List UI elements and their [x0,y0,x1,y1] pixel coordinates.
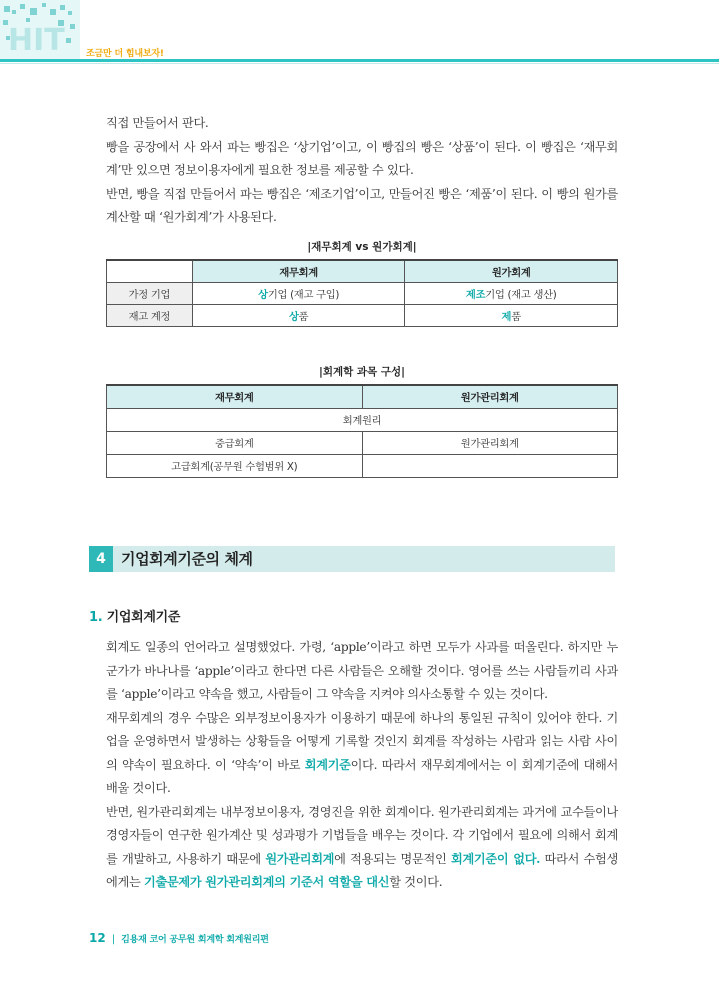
table-row [107,282,618,304]
table2-col-header: 원가관리회계 [362,385,618,408]
table1-row-label: 가정 기업 [107,282,193,304]
section-number: 4 [89,546,113,572]
highlight-text: 제 [501,310,512,323]
header-tagline: 조금만 더 힘내보자! [86,49,164,59]
highlight-text: 상 [258,288,268,301]
text-run: 에 적용되는 명문적인 [334,851,451,866]
intro-paragraph-2: 빵을 공장에서 사 와서 파는 빵집은 ‘상기업’이고, 이 빵집의 빵은 ‘상품’이 된다. 이 빵집은 ‘재무회계’만 있으면 정보이용자에게 필요한 정보를 제공할 수 있다. [106,139,618,177]
highlight-text: 원가관리회계 [265,851,335,866]
subsection-number: 1. [89,610,103,625]
intro-text [106,112,618,230]
text-run: 할 것이다. [389,875,443,889]
table2-cell: 중급회계 [107,431,363,454]
table1-cell [192,282,405,304]
table2-cell [362,454,618,477]
logo-text: HIT [8,23,65,58]
page-header [0,0,719,64]
highlight-text: 기출문제가 원가관리회계의 기준서 역할을 대신 [144,875,390,889]
hit-logo [0,0,80,60]
table-row [107,408,618,431]
body-paragraph-3 [106,801,618,895]
table2-cell: 원가관리회계 [362,431,618,454]
highlight-text: 상 [288,310,299,323]
table1-cell [192,304,405,326]
highlight-text: 회계기준 [304,757,351,772]
cell-text: 기업 (재고 생산) [485,288,557,301]
table1-cell [405,304,618,326]
table2-span-cell: 회계원리 [107,408,618,431]
body-paragraph-1: 회계도 일종의 언어라고 설명했었다. 가령, ‘apple’이라고 하면 모두가 사과를 떠올린다. 하지만 누군가가 바나나를 ‘apple’이라고 한다면 다른 사람들은 오해할 것이다. 영어를 쓰는 사람들끼리 사과를 ‘apple’이라고 약속을 했고, 사람들이 그 약속을 지켜야 의사소통할 수 있는 것이다. [106,640,618,701]
header-rule-thin [0,63,719,64]
page-footer [89,927,269,946]
table2-col-header: 재무회계 [107,385,363,408]
text-run: 이다. 따라서 재무회계에서는 이 회계기준에 대해서 배울 것이다. [106,757,618,795]
text-run: 재무회계의 경우 수많은 외부정보이용자가 이용하기 때문에 하나의 통일된 규칙이 있어야 한다. 기업을 운영하면서 발생하는 상황들을 어떻게 기록할 것인지 회계를 작성하는 사람과 읽는 사람 사이의 약속이 필요하다. 이 ‘약속’이 바로 [106,710,618,772]
book-title: 김용재 코어 공무원 회계학 회계원리편 [121,935,269,945]
footer-separator: | [111,934,116,945]
intro-paragraph-3: 반면, 빵을 직접 만들어서 파는 빵집은 ‘제조기업’이고, 만들어진 빵은 ‘제품’이 된다. 이 빵의 원가를 계산할 때 ‘원가회계’가 사용된다. [106,186,618,224]
finance-vs-cost-table [106,259,618,327]
table1-col-header: 재무회계 [192,260,405,282]
table-row [107,431,618,454]
highlight-text: 회계기준이 없다. [450,851,541,866]
subsection-title: 기업회계기준 [106,610,181,625]
cell-text: 품 [298,310,309,323]
table1-corner-cell [107,260,193,282]
header-rule [0,59,719,62]
cell-text: 품 [511,310,521,323]
cell-text: 기업 (재고 구입) [267,288,340,301]
table1-row-label: 재고 계정 [107,304,193,326]
page-number: 12 [89,931,106,945]
subsection-heading [89,606,180,625]
body-paragraph-2 [106,707,618,801]
highlight-text: 제조 [465,288,486,301]
table1-title: |재무회계 vs 원가회계| [307,241,417,253]
intro-paragraph-1: 직접 만들어서 판다. [106,116,209,130]
table1-cell [405,282,618,304]
table1-col-header: 원가회계 [405,260,618,282]
body-text [106,636,618,895]
text-run: 반면, 원가관리회계는 내부정보이용자, 경영진을 위한 회계이다. 원가관리회계는 과거에 교수들이나 경영자들이 연구한 원가계산 및 성과평가 기법들을 배우는 것이다. 각 기업에서 필요에 의해서 회계를 개발하고, 사용하기 때문에 [106,804,618,866]
text-run: 따라서 수험생에게는 [106,851,618,889]
table-row [107,454,618,477]
section-heading [89,546,615,572]
table2-title: |회계학 과목 구성| [319,366,405,378]
table-row [107,304,618,326]
table2-cell: 고급회계(공무원 수험범위 X) [107,454,363,477]
accounting-curriculum-table [106,384,618,478]
section-title: 기업회계기준의 체계 [121,550,253,568]
